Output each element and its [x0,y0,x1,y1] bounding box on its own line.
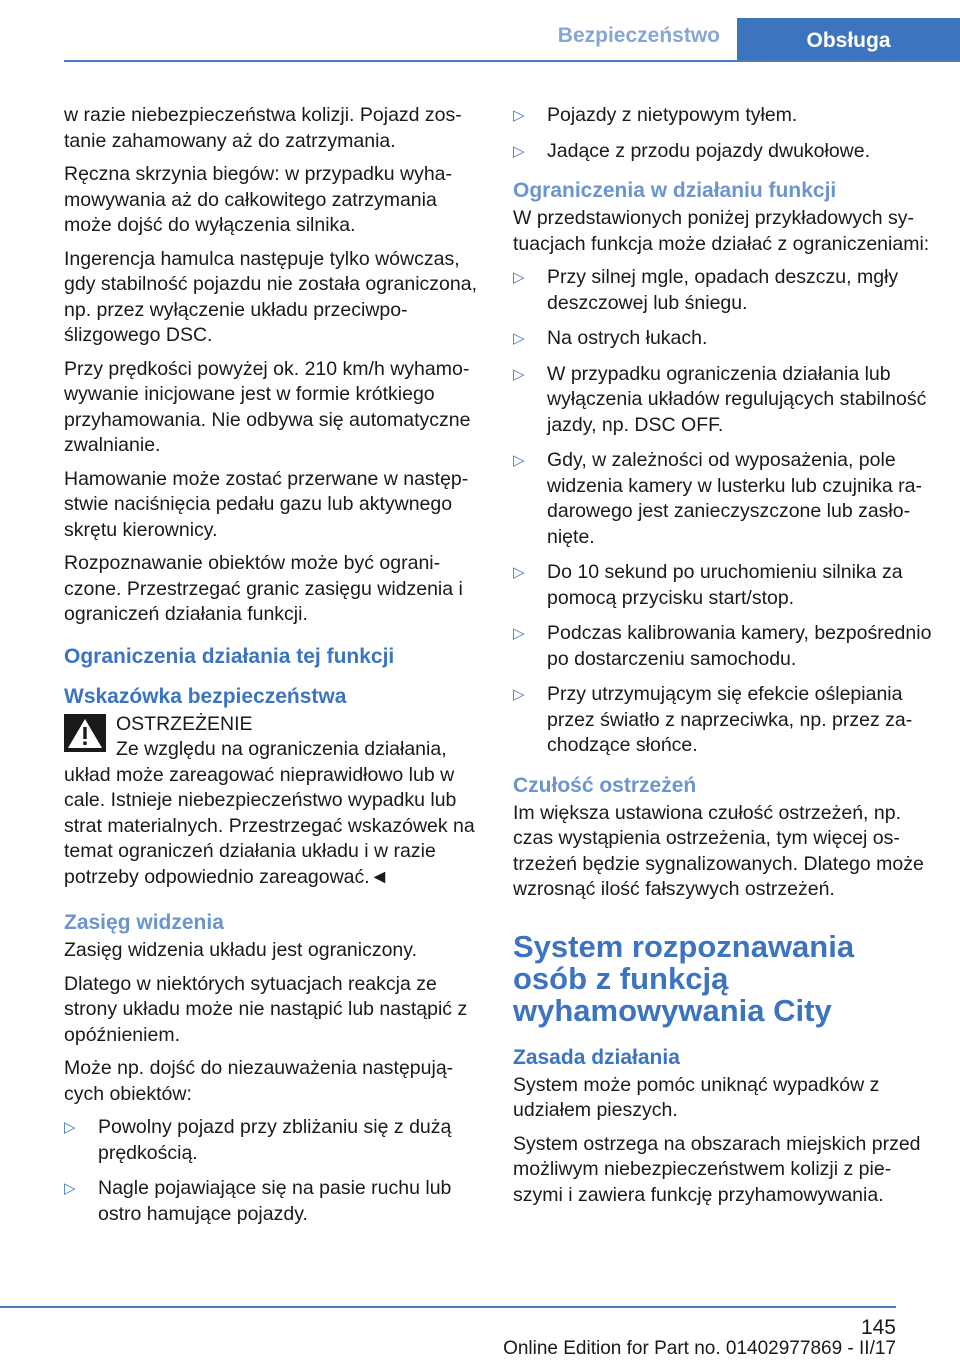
objects-list-continued [513,103,933,164]
heading-principle: Zasada działania [513,1045,680,1069]
bullet-icon: ▷ [513,564,525,581]
bullet-icon: ▷ [513,330,525,347]
heading-range: Zasięg widzenia [64,911,224,934]
list-item [513,326,933,352]
paragraph: Ręczna skrzynia biegów: w przypadku wyhamowywania aż do całkowitego zatrzymania może dojść do wyłączenia silnika. [64,163,453,236]
page-footer [0,1300,960,1362]
bullet-icon: ▷ [513,269,525,286]
paragraph: Hamowanie może zostać przerwane w następstwie naciśnięcia pedału gazu lub aktywnego skrętu kierownicy. [64,467,469,541]
paragraph: Przy prędkości powyżej ok. 210 km/h wyhamowywanie inicjowane jest w formie krótkiego przyhamowania. Nie odbywa się automatyczne zwalnianie. [64,357,471,456]
bullet-icon: ▷ [64,1180,76,1197]
warning-title: OSTRZEŻENIE [116,712,253,735]
bullet-icon: ▷ [513,365,525,383]
bullet-icon: ▷ [513,625,525,642]
paragraph: Dlatego w niektórych sytuacjach reakcja ze strony układu może nie nastąpić lub nastąpić z opóźnieniem. [64,972,468,1046]
paragraph: Rozpoznawanie obiektów może być ograniczone. Przestrzegać granic zasięgu widzenia i ograniczeń działania funkcji. [64,552,463,625]
paragraph: System może pomóc uniknąć wypadków z udziałem pieszych. [513,1073,880,1121]
list-item-text: Nagle pojawiające się na pasie ruchu lub ostro hamujące pojazdy. [98,1177,452,1225]
warning-box [64,712,482,891]
list-item [513,139,933,165]
list-item [64,1176,482,1227]
list-item-text: W przypadku ograniczenia działania lub wyłączenia układów regulujących stabilność jazdy, np. DSC OFF. [547,362,927,436]
paragraph: System ostrzega na obszarach miejskich przed możliwym niebezpieczeństwem kolizji z pieszymi i zawiera funkcję przyhamowywania. [513,1132,921,1206]
limitations-list [513,265,933,759]
section-tab: Bezpieczeństwo [557,24,720,47]
list-item [513,103,933,129]
list-item-text: Gdy, w zależności od wyposażenia, pole widzenia kamery w lusterku lub czujnika radarowego jest zanieczyszczone lub zasłonięte. [547,449,922,548]
list-item-text: Na ostrych łukach. [547,327,708,349]
paragraph: Ingerencja hamulca następuje tylko wówczas, gdy stabilność pojazdu nie została ograniczona, np. przez wyłączenie układu przeciwpoślizgowego DSC. [64,247,478,346]
right-column [513,103,933,1216]
heading-limits: Ograniczenia działania tej funkcji [64,644,395,668]
list-item-text: Podczas kalibrowania kamery, bezpośrednio po dostarczeniu samochodu. [547,622,932,670]
bullet-icon: ▷ [513,142,525,160]
list-item [513,448,933,550]
bullet-icon: ▷ [513,686,525,703]
chapter-title: System rozpoznawania osób z funkcją wyhamowywania City [513,928,855,1028]
header-rule [64,60,960,62]
list-item [513,682,933,759]
left-column [64,103,482,1237]
bullet-icon: ▷ [64,1119,76,1136]
list-item-text: Pojazdy z nietypowym tyłem. [547,104,798,126]
list-item-text: Jadące z przodu pojazdy dwukołowe. [547,139,871,162]
list-item-text: Przy silnej mgle, opadach deszczu, mgły deszczowej lub śniegu. [547,266,899,314]
paragraph: Zasięg widzenia układu jest ograniczony. [64,939,417,961]
bullet-icon: ▷ [513,452,525,469]
warning-text: Ze względu na ograniczenia działania, układ może zareagować nieprawidłowo lub w cale. Istnieje niebezpieczeństwo wypadku lub strat materialnych. Przestrzegać wskazówek na temat ograniczeń działania układu i w razie potrzeby odpowiednio zareagować.◄ [64,738,475,888]
warning-triangle-icon [64,714,106,752]
edition-line: Online Edition for Part no. 01402977869 - II/17 [503,1338,896,1359]
heading-sensitivity: Czułość ostrzeżeń [513,773,697,797]
list-item-text: Do 10 sekund po uruchomieniu silnika za pomocą przycisku start/stop. [547,561,903,609]
list-item-text: Powolny pojazd przy zbliżaniu się z dużą prędkością. [98,1116,452,1164]
heading-safety: Wskazówka bezpieczeństwa [64,684,347,708]
paragraph: w razie niebezpieczeństwa kolizji. Pojazd zostanie zahamowany aż do zatrzymania. [64,104,462,152]
list-item [513,265,933,316]
paragraph: Może np. dojść do niezauważenia następujących obiektów: [64,1057,454,1105]
footer-rule [0,1306,896,1308]
objects-list [64,1115,482,1227]
heading-function-limits: Ograniczenia w działaniu funkcji [513,179,837,202]
list-item [64,1115,482,1166]
paragraph: Im większa ustawiona czułość ostrzeżeń, np. czas wystąpienia ostrzeżenia, tym więcej ostrzeżeń będzie sygnalizowanych. Dlatego może wzrosnąć ilość fałszywych ostrzeżeń. [513,801,924,900]
list-item [513,621,933,672]
bullet-icon: ▷ [513,107,525,124]
active-tab: Obsługa [737,18,960,60]
paragraph: W przedstawionych poniżej przykładowych sytuacjach funkcja może działać z ograniczeniami: [513,207,930,255]
list-item [513,362,933,439]
page-number: 145 [860,1316,896,1339]
list-item [513,560,933,611]
list-item-text: Przy utrzymującym się efekcie oślepiania przez światło z naprzeciwka, np. przez zachodzące słońce. [547,683,913,756]
page-header [0,0,960,62]
